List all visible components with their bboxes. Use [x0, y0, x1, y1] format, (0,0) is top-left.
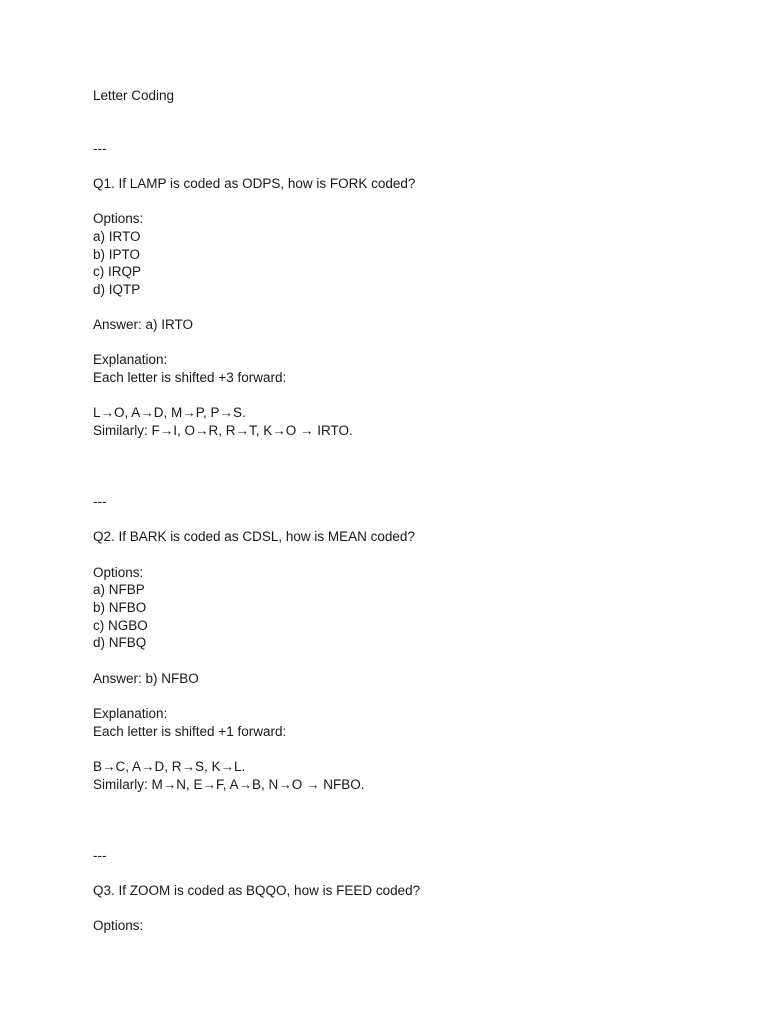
explanation-label: Explanation:	[93, 352, 168, 367]
explanation-example: B→C, A→D, R→S, K→L.	[93, 759, 246, 774]
answer-text: Answer: b) NFBO	[93, 671, 199, 686]
options-label: Options:	[93, 918, 144, 933]
option-c: c) IRQP	[93, 264, 142, 279]
option-c: c) NGBO	[93, 618, 148, 633]
option-b: b) IPTO	[93, 247, 141, 262]
explanation-rule: Each letter is shifted +3 forward:	[93, 370, 287, 385]
question-text: Q1. If LAMP is coded as ODPS, how is FORK coded?	[93, 176, 416, 191]
options-label: Options:	[93, 565, 144, 580]
question-text: Q2. If BARK is coded as CDSL, how is MEAN coded?	[93, 529, 415, 544]
explanation-similar: Similarly: F→I, O→R, R→T, K→O → IRTO.	[93, 423, 353, 438]
question-text: Q3. If ZOOM is coded as BQQO, how is FEED coded?	[93, 883, 421, 898]
option-a: a) NFBP	[93, 582, 145, 597]
option-d: d) IQTP	[93, 282, 141, 297]
option-a: a) IRTO	[93, 229, 141, 244]
separator: ---	[93, 494, 107, 509]
separator: ---	[93, 848, 107, 863]
explanation-rule: Each letter is shifted +1 forward:	[93, 724, 287, 739]
answer-text: Answer: a) IRTO	[93, 317, 194, 332]
option-b: b) NFBO	[93, 600, 147, 615]
explanation-label: Explanation:	[93, 706, 168, 721]
document-title: Letter Coding	[93, 88, 175, 103]
separator: ---	[93, 141, 107, 156]
explanation-example: L→O, A→D, M→P, P→S.	[93, 405, 246, 420]
explanation-similar: Similarly: M→N, E→F, A→B, N→O → NFBO.	[93, 777, 365, 792]
options-label: Options:	[93, 211, 144, 226]
option-d: d) NFBQ	[93, 635, 147, 650]
